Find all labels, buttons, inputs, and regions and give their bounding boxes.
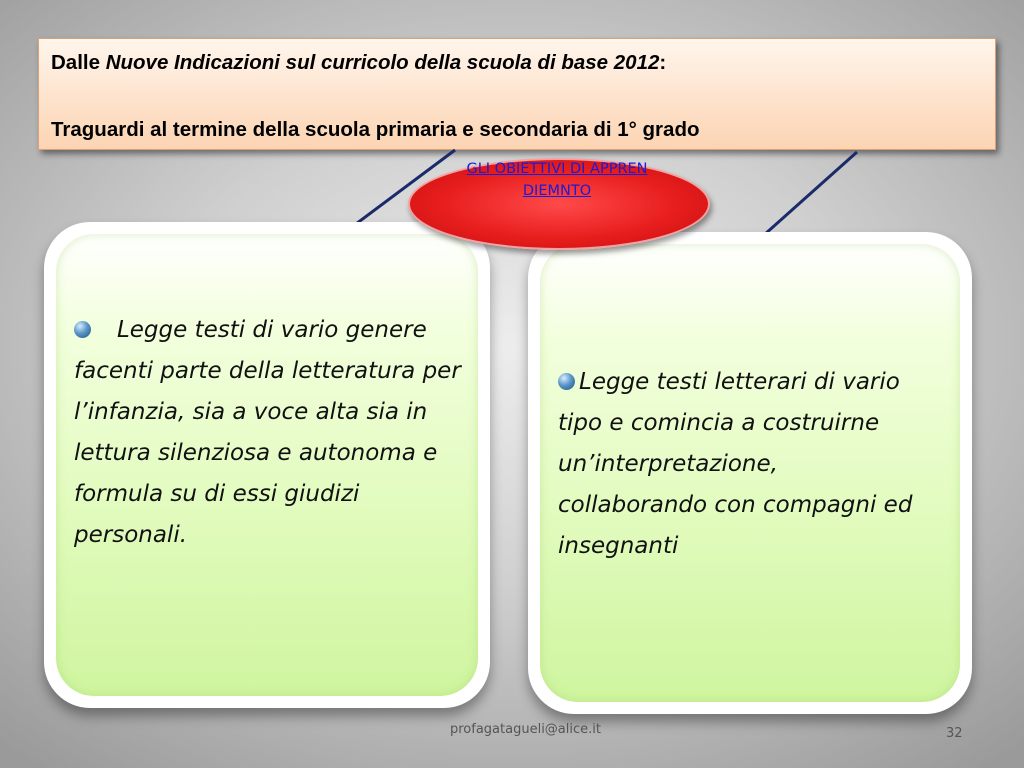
primary-school-goal-text: Legge testi di vario genere facenti parte della letteratura per l’infanzia, sia a voce alta sia in lettura silenziosa e autonoma e formula su di essi giudizi personali.	[74, 317, 461, 548]
header-goals-line: Traguardi al termine della scuola primaria e secondaria di 1° grado	[51, 118, 700, 141]
primary-school-card-body	[56, 234, 478, 696]
header-colon: :	[659, 51, 667, 74]
primary-school-goal	[74, 310, 464, 556]
primary-school-card	[44, 222, 490, 708]
bullet-icon	[558, 373, 575, 390]
learning-objectives-link[interactable]: GLI OBIETTIVI DI APPRENDIEMNTO	[466, 161, 648, 199]
slide-number: 32	[946, 726, 963, 741]
secondary-school-card	[528, 232, 972, 714]
header-document-title: Nuove Indicazioni sul curricolo della scuola di base 2012	[105, 51, 660, 74]
footer-email: profagatagueli@alice.it	[450, 722, 601, 737]
secondary-school-goal-text: Legge testi letterari di vario tipo e comincia a costruirne un’interpretazione, collaborando con compagni ed insegnanti	[558, 369, 913, 559]
header-box	[38, 38, 996, 150]
header-prefix: Dalle	[51, 51, 106, 74]
bullet-icon	[74, 321, 91, 338]
header-source-line	[51, 51, 666, 75]
secondary-school-card-body	[540, 244, 960, 702]
secondary-school-goal	[558, 362, 928, 567]
